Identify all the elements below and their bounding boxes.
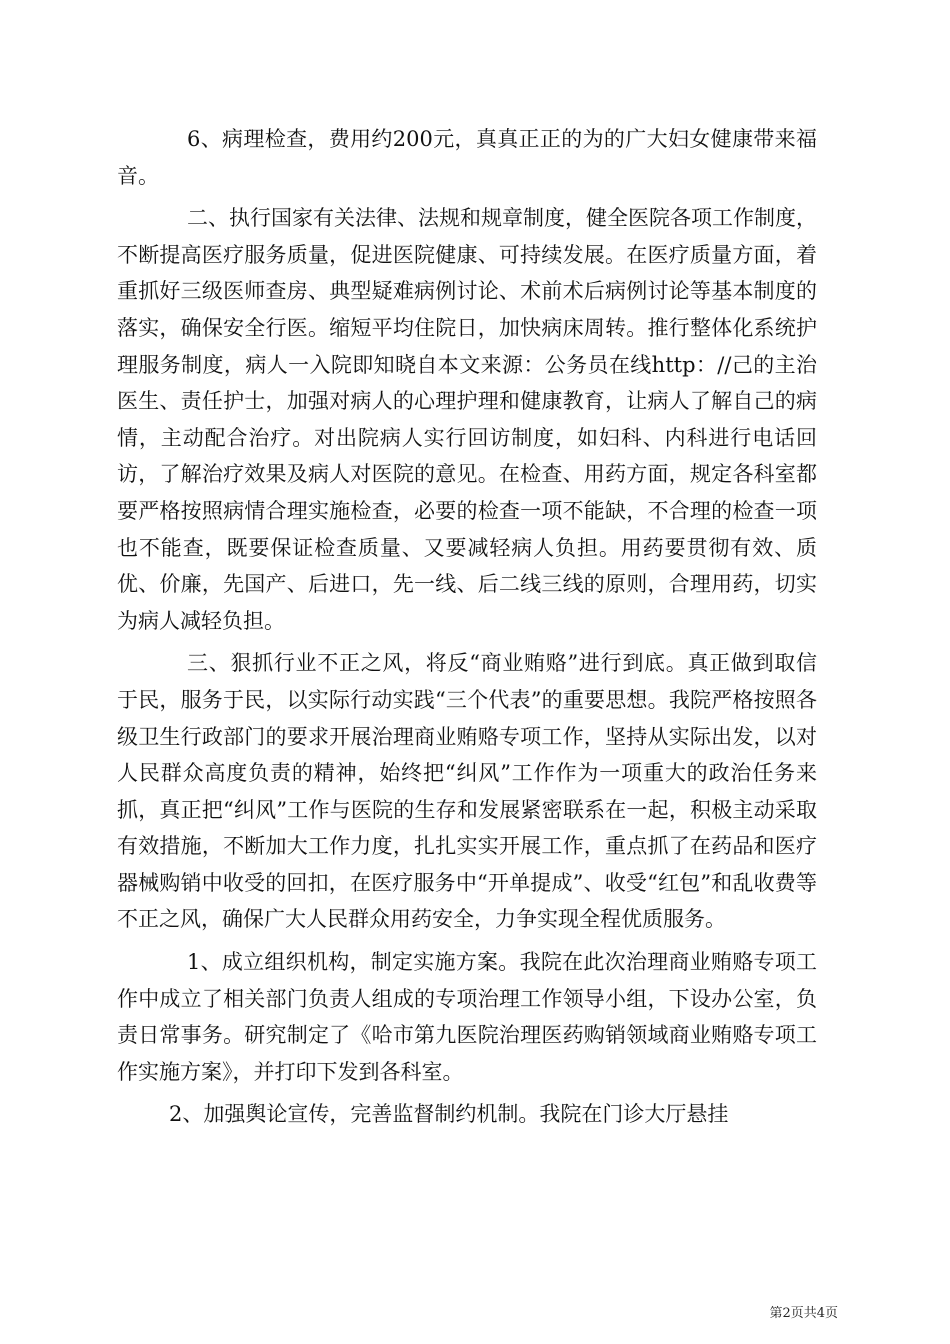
- paragraph-item-one: 1、成立组织机构，制定实施方案。我院在此次治理商业贿赂专项工作中成立了相关部门负责人组成的专项治理工作领导小组，下设办公室，负责日常事务。研究制定了《哈市第九医院治理医药购销领域商业贿赂专项工作实施方案》，并打印下发到各科室。: [117, 950, 817, 1084]
- paragraph-section-three: 三、狠抓行业不正之风，将反“商业贿赂”进行到底。真正做到取信于民，服务于民，以实际行动实践“三个代表”的重要思想。我院严格按照各级卫生行政部门的要求开展治理商业贿赂专项工作，坚持从实际出发，以对人民群众高度负责的精神，始终把“纠风”工作作为一项重大的政治任务来抓，真正把“纠风”工作与医院的生存和发展紧密联系在一起，积极主动采取有效措施，不断加大工作力度，扎扎实实开展工作，重点抓了在药品和医疗器械购销中收受的回扣，在医疗服务中“开单提成”、收受“红包”和乱收费等不正之风，确保广大人民群众用药安全，力争实现全程优质服务。: [117, 651, 817, 932]
- paragraph-item-two: 2、加强舆论宣传，完善监督制约机制。我院在门诊大厅悬挂: [169, 1102, 729, 1127]
- page-number-footer: 第2页共4页: [769, 1306, 838, 1321]
- document-body: [117, 121, 817, 1139]
- paragraph-pathology: 6、病理检查，费用约200元，真真正正的为的广大妇女健康带来福音。: [117, 127, 817, 188]
- paragraph-section-two: 二、执行国家有关法律、法规和规章制度，健全医院各项工作制度，不断提高医疗服务质量，促进医院健康、可持续发展。在医疗质量方面，着重抓好三级医师查房、典型疑难病例讨论、术前术后病例讨论等基本制度的落实，确保安全行医。缩短平均住院日，加快病床周转。推行整体化系统护理服务制度，病人一入院即知晓自本文来源：公务员在线http：//己的主治医生、责任护士，加强对病人的心理护理和健康教育，让病人了解自己的病情，主动配合治疗。对出院病人实行回访制度，如妇科、内科进行电话回访，了解治疗效果及病人对医院的意见。在检查、用药方面，规定各科室都要严格按照病情合理实施检查，必要的检查一项不能缺，不合理的检查一项也不能查，既要保证检查质量、又要减轻病人负担。用药要贯彻有效、质优、价廉，先国产、后进口，先一线、后二线三线的原则，合理用药，切实为病人减轻负担。: [117, 206, 817, 633]
